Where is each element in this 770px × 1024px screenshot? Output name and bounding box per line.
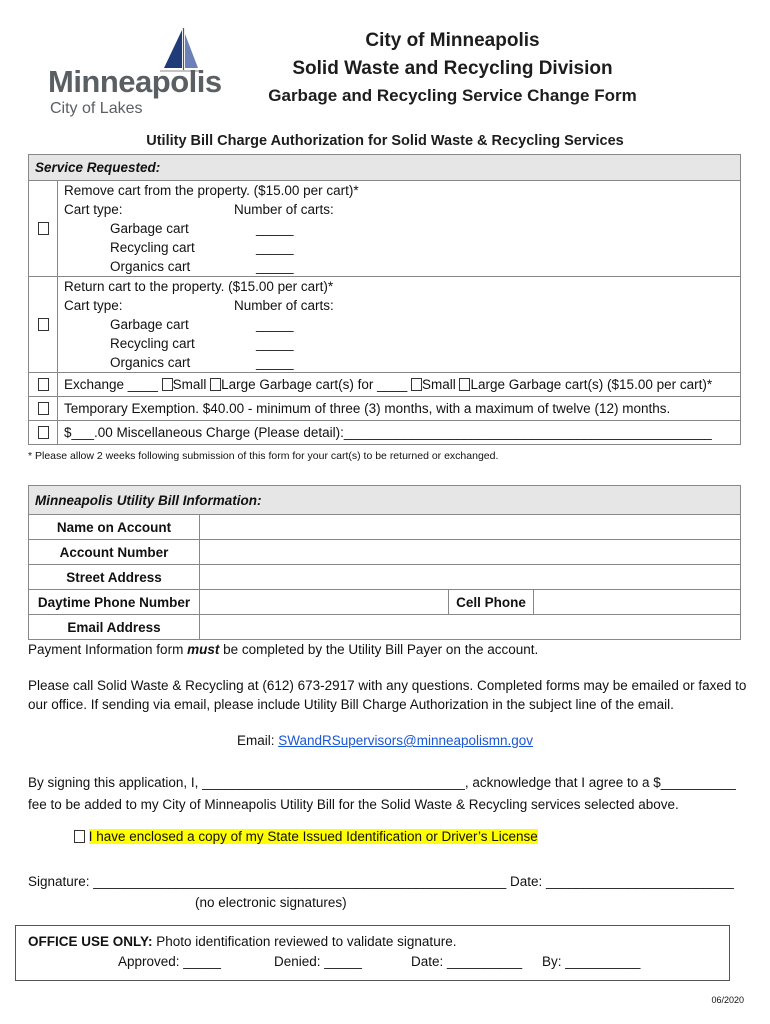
return-num-carts-label: Number of carts: [234, 298, 334, 313]
office-use-text: Photo identification reviewed to validate signature. [152, 934, 457, 949]
misc-charge-checkbox[interactable] [38, 426, 49, 439]
office-use-box [15, 925, 730, 981]
form-subtitle: Utility Bill Charge Authorization for Solid Waste & Recycling Services [146, 133, 624, 149]
city-logo [48, 28, 222, 118]
utility-info-table [28, 485, 741, 640]
remove-num-carts-label: Number of carts: [234, 202, 334, 217]
remove-garbage-cart: Garbage cart [110, 221, 189, 236]
remove-cart-section [58, 181, 741, 277]
footnote: * Please allow 2 weeks following submission of this form for your cart(s) to be returned or exchanged. [28, 450, 499, 462]
return-cart-type-label: Cart type: [64, 298, 123, 313]
return-cart-checkbox[interactable] [38, 318, 49, 331]
exchange-checkbox[interactable] [38, 378, 49, 391]
title-city: City of Minneapolis [365, 30, 540, 51]
exchange-from-large-checkbox[interactable] [210, 378, 221, 391]
signature-note: (no electronic signatures) [195, 895, 347, 910]
id-enclosed-label: I have enclosed a copy of my State Issued Identification or Driver’s License [88, 829, 538, 844]
office-use-label: OFFICE USE ONLY: [28, 934, 153, 949]
id-enclosed-checkbox[interactable] [74, 830, 85, 843]
email-link[interactable]: SWandRSupervisors@minneapolismn.gov [278, 733, 534, 748]
daytime-phone-label: Daytime Phone Number [29, 590, 200, 615]
exchange-label: Exchange ____ [64, 377, 162, 392]
remove-cart-checkbox[interactable] [38, 222, 49, 235]
temporary-exemption-checkbox[interactable] [38, 402, 49, 415]
remove-garbage-count[interactable]: _____ [256, 221, 294, 236]
payment-note [28, 640, 538, 659]
exchange-to-small-label: Small [421, 377, 460, 392]
logo-brand: Minneapolis [48, 64, 222, 99]
return-garbage-cart: Garbage cart [110, 317, 189, 332]
exchange-from-small-checkbox[interactable] [162, 378, 173, 391]
exchange-price-label: Large Garbage cart(s) ($15.00 per cart)* [470, 377, 713, 392]
remove-recycling-cart: Recycling cart [110, 240, 195, 255]
email-address-label: Email Address [29, 615, 200, 640]
title-division: Solid Waste and Recycling Division [292, 58, 613, 79]
remove-organics-cart: Organics cart [110, 259, 191, 274]
remove-organics-count[interactable]: _____ [256, 259, 294, 274]
office-approved: Approved: _____ [118, 954, 221, 969]
exchange-for-label: Large Garbage cart(s) for ____ [221, 377, 411, 392]
office-by: By: __________ [542, 954, 641, 969]
utility-info-title: Minneapolis Utility Bill Information: [29, 486, 741, 515]
return-organics-count[interactable]: _____ [256, 355, 294, 370]
signing-line-2: fee to be added to my City of Minneapolis Utility Bill for the Solid Waste & Recycling services selected above. [28, 797, 679, 812]
title-form: Garbage and Recycling Service Change Form [268, 86, 637, 105]
cell-phone-label: Cell Phone [449, 590, 534, 615]
payment-note-must: must [187, 642, 220, 657]
email-line [0, 731, 770, 750]
account-number-label: Account Number [29, 540, 200, 565]
return-cart-section [58, 277, 741, 373]
name-on-account-label: Name on Account [29, 515, 200, 540]
logo-tagline: City of Lakes [50, 100, 143, 117]
payment-note-pre: Payment Information form [28, 642, 188, 657]
exchange-row [58, 373, 741, 397]
service-title: Service Requested: [29, 155, 741, 181]
return-garbage-count[interactable]: _____ [256, 317, 294, 332]
email-label: Email: [236, 733, 279, 748]
cell-phone-field[interactable] [534, 590, 741, 615]
return-cart-label: Return cart to the property. ($15.00 per cart)* [64, 279, 334, 294]
id-check-row [74, 827, 538, 846]
name-on-account-field[interactable] [200, 515, 741, 540]
daytime-phone-field[interactable] [200, 590, 449, 615]
exchange-from-small-label: Small [172, 377, 211, 392]
service-table [28, 154, 741, 445]
office-date: Date: __________ [411, 954, 523, 969]
payment-note-post: be completed by the Utility Bill Payer on the account. [219, 642, 539, 657]
office-denied: Denied: _____ [274, 954, 362, 969]
form-version: 06/2020 [711, 995, 744, 1005]
return-recycling-cart: Recycling cart [110, 336, 195, 351]
misc-charge-label: $___.00 Miscellaneous Charge (Please detail):_________________________________________________ [58, 421, 741, 445]
account-number-field[interactable] [200, 540, 741, 565]
exchange-to-small-checkbox[interactable] [411, 378, 422, 391]
signing-line-1: By signing this application, I, ___________________________________, acknowledge that I agree to a $__________ [28, 775, 736, 790]
email-address-field[interactable] [200, 615, 741, 640]
office-use-line [28, 932, 456, 951]
return-organics-cart: Organics cart [110, 355, 191, 370]
remove-cart-type-label: Cart type: [64, 202, 123, 217]
street-address-label: Street Address [29, 565, 200, 590]
remove-recycling-count[interactable]: _____ [256, 240, 294, 255]
signature-line[interactable]: Signature: _______________________________________________________ Date: _________________________ [28, 874, 734, 889]
street-address-field[interactable] [200, 565, 741, 590]
remove-cart-label: Remove cart from the property. ($15.00 per cart)* [64, 183, 359, 198]
return-recycling-count[interactable]: _____ [256, 336, 294, 351]
temporary-exemption-label: Temporary Exemption. $40.00 - minimum of three (3) months, with a maximum of twelve (12) months. [58, 397, 741, 421]
contact-paragraph: Please call Solid Waste & Recycling at (612) 673-2917 with any questions. Completed forms may be emailed or faxed to our office. If sending via email, please include Utility Bill Charge Authorization in the subject line of the email. [28, 678, 747, 712]
exchange-to-large-checkbox[interactable] [459, 378, 470, 391]
